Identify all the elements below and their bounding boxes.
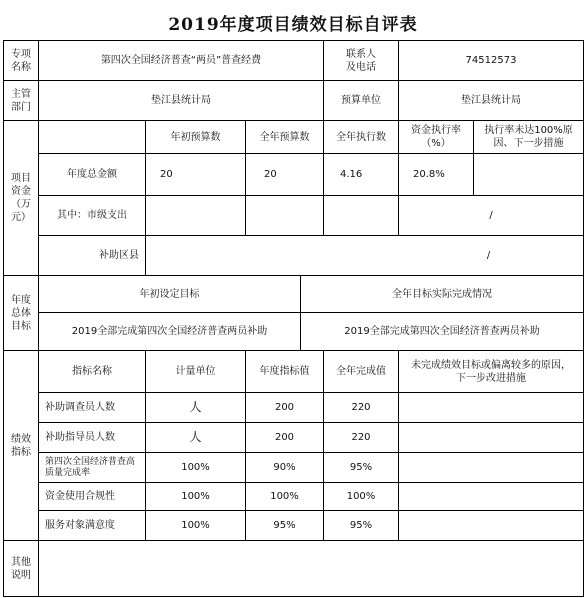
table-row: 第四次全国经济普查高质量完成率 <box>45 456 136 478</box>
total-amount-label: 年度总金额 <box>67 169 117 180</box>
city-spending-label: 其中：市级支出 <box>57 210 127 221</box>
table-row-actual: 220 <box>351 402 371 413</box>
table-row: 补助指导员人数 <box>45 432 115 443</box>
header-annual-execution: 全年执行数 <box>336 131 386 143</box>
city-spending-slash: / <box>489 210 493 221</box>
table-row-unit: 人 <box>189 400 202 414</box>
total-execution-rate: 20.8% <box>413 169 445 180</box>
table-row: 补助调查员人数 <box>45 402 115 413</box>
other-notes-label: 其他 说明 <box>11 556 31 581</box>
planned-goal-value: 2019全部完成第四次全国经济普查两员补助 <box>71 326 268 337</box>
header-execution-rate: 资金执行率 （%） <box>411 125 461 149</box>
actual-goal-value: 2019全部完成第四次全国经济普查两员补助 <box>344 326 540 337</box>
annual-goal-label: 年度 总体 目标 <box>11 294 31 332</box>
total-annual-budget: 20 <box>264 169 277 180</box>
total-shortfall-reason <box>474 154 583 195</box>
table-row-unit: 100% <box>181 491 210 502</box>
header-annual-budget: 全年预算数 <box>259 131 310 143</box>
table-row: 服务对象满意度 <box>45 520 115 531</box>
page-title: 2019年度项目绩效目标自评表 <box>168 15 418 35</box>
table-row: 资金使用合规性 <box>45 491 115 502</box>
table-row-actual: 220 <box>351 432 371 443</box>
dept-label: 主管 部门 <box>11 88 31 113</box>
header-measure-unit: 计量单位 <box>175 366 216 377</box>
contact-label: 联系人 及电话 <box>346 48 376 73</box>
other-notes-value <box>39 541 583 596</box>
project-name-label: 专项 名称 <box>11 48 31 73</box>
contact-value: 74512573 <box>465 55 517 66</box>
table-row-actual: 100% <box>346 491 376 502</box>
header-initial-budget: 年初预算数 <box>170 131 221 143</box>
table-row-actual: 95% <box>349 462 373 473</box>
table-row-target: 200 <box>274 402 295 413</box>
table-row-unit: 100% <box>181 520 210 531</box>
district-subsidy-slash: / <box>486 250 491 261</box>
budget-unit-value: 垫江县统计局 <box>461 95 521 106</box>
table-row-unit: 100% <box>181 462 210 473</box>
planned-goal-header: 年初设定目标 <box>139 288 200 300</box>
funds-label: 项目 资金 （万 元） <box>11 173 31 223</box>
project-name-value: 第四次全国经济普查“两员”普查经费 <box>100 55 262 66</box>
district-subsidy-label: 补助区县 <box>99 250 139 261</box>
header-indicator-name: 指标名称 <box>72 366 112 377</box>
header-deviation-reason: 未完成绩效目标或偏离较多的原因， 下一步改进措施 <box>411 359 571 384</box>
table-row-actual: 95% <box>349 520 373 531</box>
indicators-label: 绩效 指标 <box>11 433 31 458</box>
header-target-value: 年度指标值 <box>259 366 310 377</box>
table-row-target: 200 <box>274 432 295 443</box>
table-row-target: 90% <box>273 462 296 473</box>
table-row-unit: 人 <box>189 430 202 444</box>
actual-goal-header: 全年目标实际完成情况 <box>392 288 492 300</box>
total-initial-budget: 20 <box>160 169 173 180</box>
table-row-target: 95% <box>273 520 296 531</box>
table-row-target: 100% <box>270 491 299 502</box>
header-shortfall-reason: 执行率未达100%原 因、下一步措施 <box>484 125 573 149</box>
dept-value: 垫江县统计局 <box>151 95 211 106</box>
budget-unit-label: 预算单位 <box>341 95 381 106</box>
total-annual-execution: 4.16 <box>340 169 363 180</box>
header-actual-value: 全年完成值 <box>336 366 386 377</box>
